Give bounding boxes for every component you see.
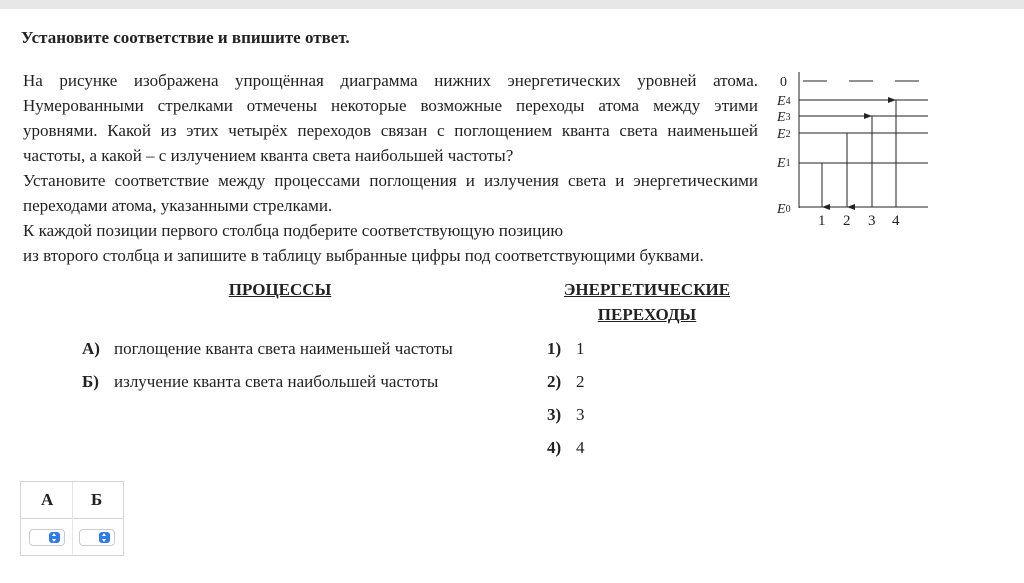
level-e2-label: E2 [777,127,791,142]
paragraph-1-line-4: частоты, а какой – с излучением кванта света наибольшей частоты? [23,146,514,165]
process-key-b: Б) [82,372,99,391]
transition-item-2 [547,372,585,392]
transition-text-1: 1 [576,339,585,358]
transition-key-4: 4) [547,438,562,457]
task-title: Установите соответствие и впишите ответ. [21,28,350,47]
transition-item-1 [547,339,585,359]
transitions-header-line-1: ЭНЕРГЕТИЧЕСКИЕ [563,280,731,299]
task-text [23,68,758,268]
transitions-header-line-2: ПЕРЕХОДЫ [597,305,697,324]
paragraph-1-line-1: На рисунке изображена упрощённая диаграмма нижних энергетических уровней атома. [23,71,758,90]
transition-text-3: 3 [576,405,585,424]
arrow-label-2: 2 [843,213,851,229]
process-item-b [82,372,438,392]
transitions-header [537,277,757,327]
chevron-up-down-icon [49,532,60,543]
top-bar [0,0,1024,9]
answer-col-b-label: Б [91,490,103,509]
answer-table-cells [21,519,123,556]
transition-key-1: 1) [547,339,562,358]
transition-item-4 [547,438,585,458]
paragraph-3-line-2: из второго столбца и запишите в таблицу выбранные цифры под соответствующими буквами. [23,246,704,265]
process-text-b: излучение кванта света наибольшей частоты [114,372,439,391]
energy-level-diagram [772,68,936,238]
paragraph-1-line-3: уровнями. Какой из этих четырёх переходов связан с поглощением кванта света наименьшей [23,121,758,140]
answer-table [20,481,124,556]
process-key-a: А) [82,339,100,358]
chevron-up-down-icon [99,532,110,543]
paragraph-2-line-1: Установите соответствие между процессами поглощения и излучения света и энергетическими [23,171,758,190]
answer-col-a-label: А [41,490,54,509]
answer-a-select[interactable] [29,529,65,546]
transition-key-3: 3) [547,405,562,424]
arrow-label-4: 4 [892,213,900,229]
process-text-a: поглощение кванта света наименьшей частоты [114,339,453,358]
paragraph-2-line-2: переходами атома, указанными стрелками. [23,196,333,215]
arrow-label-3: 3 [868,213,876,229]
level-e1-label: E1 [777,156,791,171]
level-e0-label: E0 [777,202,791,217]
transition-key-2: 2) [547,372,562,391]
level-zero-label: 0 [780,75,787,90]
answer-b-select[interactable] [79,529,115,546]
paragraph-1-line-2: Нумерованными стрелками отмечены некоторые возможные переходы атома между этими [23,96,758,115]
level-e4-label: E4 [777,94,791,109]
arrow-label-1: 1 [818,213,826,229]
processes-header: ПРОЦЕССЫ [228,280,332,299]
transition-item-3 [547,405,585,425]
transition-text-4: 4 [576,438,585,457]
transition-text-2: 2 [576,372,585,391]
paragraph-3-line-1: К каждой позиции первого столбца подберите соответствующую позицию [23,221,564,240]
process-item-a [82,339,453,359]
level-e3-label: E3 [777,110,791,125]
